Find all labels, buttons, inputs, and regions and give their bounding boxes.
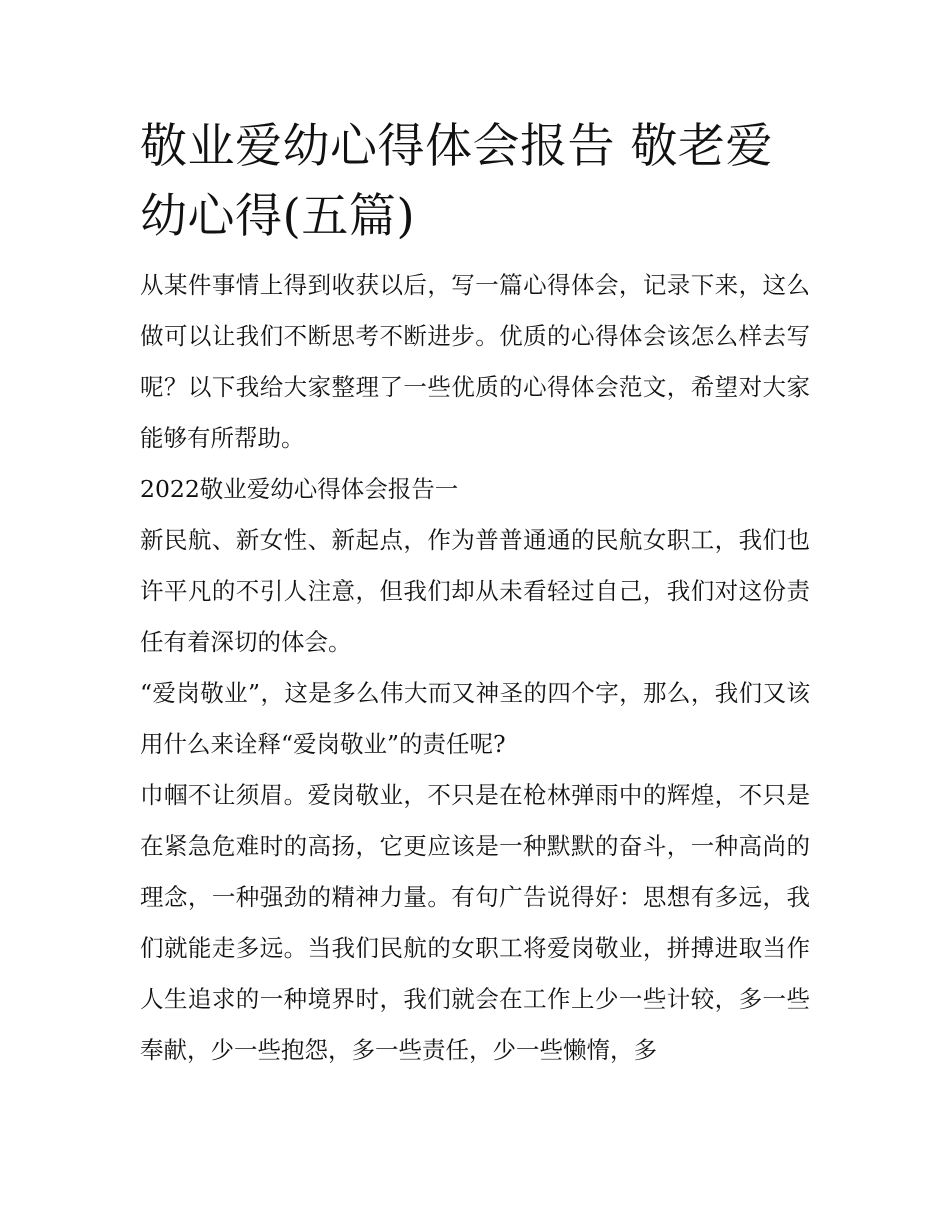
body-paragraph-3: 巾帼不让须眉。爱岗敬业，不只是在枪林弹雨中的辉煌，不只是在紧急危难时的高扬，它更应该是一种默默的奋斗，一种高尚的理念，一种强劲的精神力量。有句广告说得好：思想有多远，我们就能走多远。当我们民航的女职工将爱岗敬业，拼搏进取当作人生追求的一种境界时，我们就会在工作上少一些计较，多一些奉献，少一些抱怨，多一些责任，少一些懒惰，多 — [140, 781, 810, 1064]
body-paragraph-2: “爱岗敬业”，这是多么伟大而又神圣的四个字，那么，我们又该用什么来诠释“爱岗敬业”的责任呢? — [140, 679, 810, 758]
document-body — [140, 112, 810, 1076]
section-heading: 2022敬业爱幼心得体会报告一 — [140, 475, 459, 503]
body-paragraph-1: 新民航、新女性、新起点，作为普普通通的民航女职工，我们也许平凡的不引人注意，但我们却从未看轻过自己，我们对这份责任有着深切的体会。 — [140, 526, 810, 656]
document-title: 敬业爱幼心得体会报告 敬老爱幼心得(五篇) — [140, 119, 773, 244]
intro-paragraph: 从某件事情上得到收获以后，写一篇心得体会，记录下来，这么做可以让我们不断思考不断进步。优质的心得体会该怎么样去写呢？以下我给大家整理了一些优质的心得体会范文，希望对大家能够有所帮助。 — [140, 271, 810, 452]
